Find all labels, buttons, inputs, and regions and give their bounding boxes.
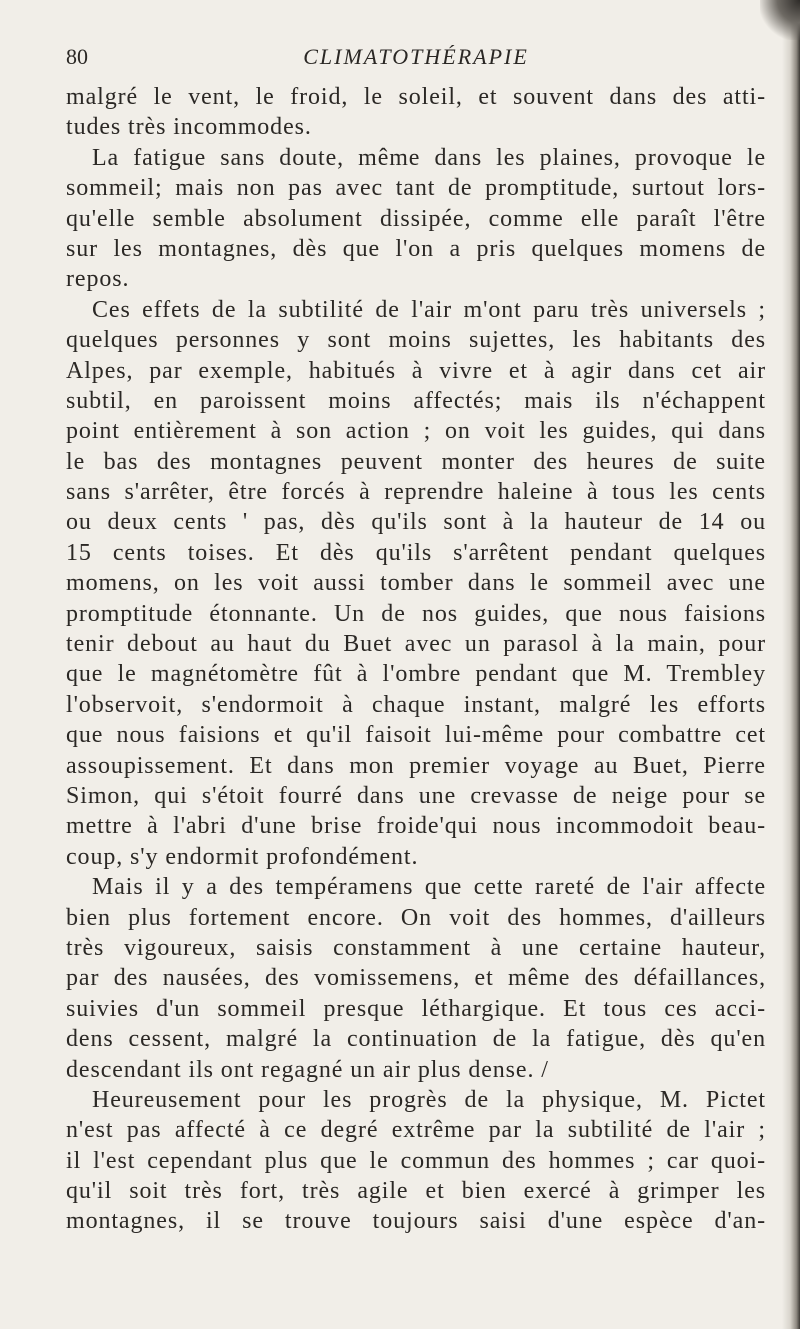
text-line: quelques personnes y sont moins sujettes, les habitants des xyxy=(66,327,766,354)
text-line: sur les montagnes, dès que l'on a pris quelques momens de xyxy=(66,235,766,262)
text-line: momens, on les voit aussi tomber dans le sommeil avec une xyxy=(66,570,766,597)
text-line: Mais il y a des tempéramens que cette rareté de l'air affecte xyxy=(92,874,766,901)
text-line: malgré le vent, le froid, le soleil, et souvent dans des atti- xyxy=(66,84,766,110)
text-line: par des nausées, des vomissemens, et même des défaillances, xyxy=(66,965,766,992)
text-line: que le magnétomètre fût à l'ombre pendant que M. Trembley xyxy=(66,661,766,688)
page-number: 80 xyxy=(66,44,88,69)
text-line: assoupissement. Et dans mon premier voyage au Buet, Pierre xyxy=(66,752,766,779)
text-line: La fatigue sans doute, même dans les plaines, provoque le xyxy=(92,144,766,171)
text-line: très vigoureux, saisis constamment à une certaine hauteur, xyxy=(66,934,766,961)
page-corner-shadow xyxy=(760,0,800,40)
text-line: n'est pas affecté à ce degré extrême par la subtilité de l'air ; xyxy=(66,1117,766,1144)
text-line: qu'il soit très fort, très agile et bien exercé à grimper les xyxy=(66,1178,766,1205)
text-line: bien plus fortement encore. On voit des hommes, d'ailleurs xyxy=(66,904,766,931)
text-line: Alpes, par exemple, habitués à vivre et à agir dans cet air xyxy=(66,357,766,384)
text-line: Ces effets de la subtilité de l'air m'ont paru très universels ; xyxy=(92,296,766,323)
text-line: sommeil; mais non pas avec tant de promptitude, surtout lors- xyxy=(66,175,766,202)
text-line: que nous faisions et qu'il faisoit lui-même pour combattre cet xyxy=(66,722,766,749)
text-line: mettre à l'abri d'une brise froide'qui nous incommodoit beau- xyxy=(66,813,766,840)
text-line: coup, s'y endormit profondément. xyxy=(66,843,419,870)
page-edge-shadow xyxy=(782,0,800,1329)
text-line: qu'elle semble absolument dissipée, comme elle paraît l'être xyxy=(66,205,766,232)
text-line: dens cessent, malgré la continuation de la fatigue, dès qu'en xyxy=(66,1026,766,1053)
text-line: subtil, en paroissent moins affectés; mais ils n'échappent xyxy=(66,387,766,414)
text-line: suivies d'un sommeil presque léthargique. Et tous ces acci- xyxy=(66,995,766,1022)
text-line: point entièrement à son action ; on voit les guides, qui dans xyxy=(66,418,766,445)
text-line: montagnes, il se trouve toujours saisi d'une espèce d'an- xyxy=(66,1208,766,1235)
page-header xyxy=(66,44,766,74)
text-line: promptitude étonnante. Un de nos guides, que nous faisions xyxy=(66,600,766,627)
text-line: le bas des montagnes peuvent monter des heures de suite xyxy=(66,448,766,475)
text-line: ou deux cents ' pas, dès qu'ils sont à la hauteur de 14 ou xyxy=(66,509,766,536)
text-line: Simon, qui s'étoit fourré dans une crevasse de neige pour se xyxy=(66,782,766,809)
text-line: Heureusement pour les progrès de la physique, M. Pictet xyxy=(92,1086,766,1113)
text-line: descendant ils ont regagné un air plus dense. / xyxy=(66,1056,549,1083)
text-line: il l'est cependant plus que le commun des hommes ; car quoi- xyxy=(66,1147,766,1174)
body-text xyxy=(66,82,766,1237)
text-line: repos. xyxy=(66,266,130,293)
text-line: 15 cents toises. Et dès qu'ils s'arrêtent pendant quelques xyxy=(66,539,766,566)
running-title: CLIMATOTHÉRAPIE xyxy=(303,44,529,69)
text-line: tenir debout au haut du Buet avec un parasol à la main, pour xyxy=(66,631,766,658)
text-line: l'observoit, s'endormoit à chaque instant, malgré les efforts xyxy=(66,691,766,718)
text-line: sans s'arrêter, être forcés à reprendre haleine à tous les cents xyxy=(66,479,766,506)
text-line: tudes très incommodes. xyxy=(66,114,312,141)
